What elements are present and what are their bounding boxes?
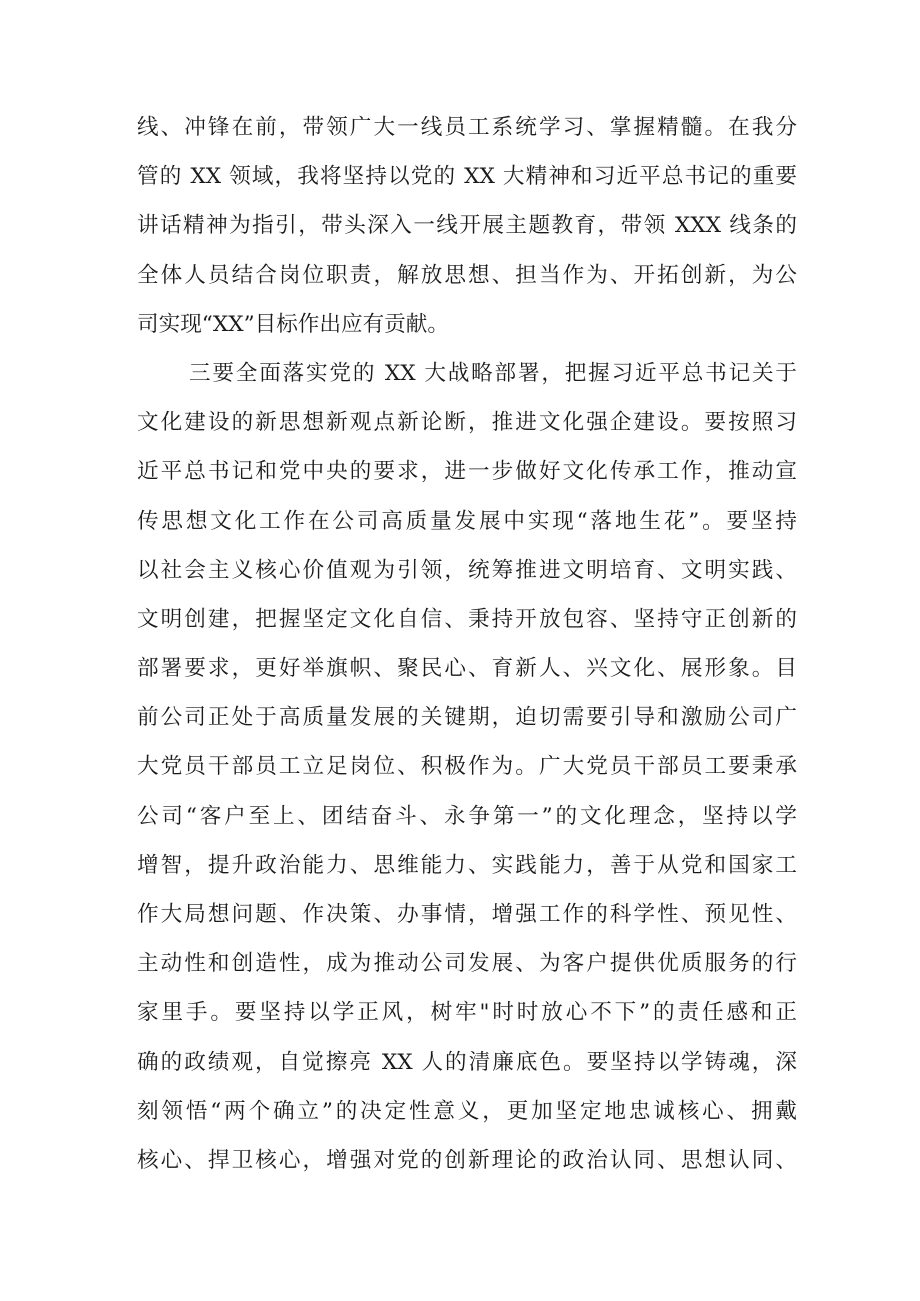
text-line: 前公司正处于高质量发展的关键期，迫切需要引导和激励公司广	[137, 705, 797, 731]
text-line: 核心、捍卫核心，增强对党的创新理论的政治认同、思想认同、	[137, 1147, 797, 1173]
text-line: 刻领悟“两个确立”的决定性意义，更加坚定地忠诚核心、拥戴	[137, 1098, 797, 1124]
text-line: 传思想文化工作在公司高质量发展中实现“落地生花”。要坚持	[137, 508, 797, 534]
text-line: 近平总书记和党中央的要求，进一步做好文化传承工作，推动宣	[137, 459, 797, 485]
text-line: 大党员干部员工立足岗位、积极作为。广大党员干部员工要秉承	[137, 754, 797, 780]
document-body	[137, 103, 797, 1185]
text-line: 部署要求，更好举旗帜、聚民心、育新人、兴文化、展形象。目	[137, 656, 797, 682]
text-line: 全体人员结合岗位职责，解放思想、担当作为、开拓创新，为公	[137, 262, 797, 288]
text-line: 公司“客户至上、团结奋斗、永争第一”的文化理念，坚持以学	[137, 803, 797, 829]
text-line: 以社会主义核心价值观为引领，统筹推进文明培育、文明实践、	[137, 557, 797, 583]
text-line: 文明创建，把握坚定文化自信、秉持开放包容、坚持守正创新的	[137, 606, 797, 632]
text-line: 文化建设的新思想新观点新论断，推进文化强企建设。要按照习	[137, 410, 797, 436]
text-line: 确的政绩观，自觉擦亮 XX 人的清廉底色。要坚持以学铸魂，深	[137, 1049, 797, 1075]
text-line: 管的 XX 领域，我将坚持以党的 XX 大精神和习近平总书记的重要	[137, 164, 797, 190]
text-line: 司实现“XX”目标作出应有贡献。	[137, 311, 449, 337]
text-line: 家里手。要坚持以学正风，树牢"时时放心不下”的责任感和正	[137, 1000, 797, 1026]
paragraph-1	[137, 103, 797, 349]
text-line: 三要全面落实党的 XX 大战略部署，把握习近平总书记关于	[189, 360, 797, 386]
text-line: 增智，提升政治能力、思维能力、实践能力，善于从党和国家工	[137, 852, 797, 878]
paragraph-2	[137, 349, 797, 1185]
text-line: 作大局想问题、作决策、办事情，增强工作的科学性、预见性、	[137, 902, 797, 927]
text-line: 主动性和创造性，成为推动公司发展、为客户提供优质服务的行	[137, 951, 797, 977]
text-line: 讲话精神为指引，带头深入一线开展主题教育，带领 XXX 线条的	[137, 213, 797, 239]
text-line: 线、冲锋在前，带领广大一线员工系统学习、掌握精髓。在我分	[137, 115, 797, 140]
